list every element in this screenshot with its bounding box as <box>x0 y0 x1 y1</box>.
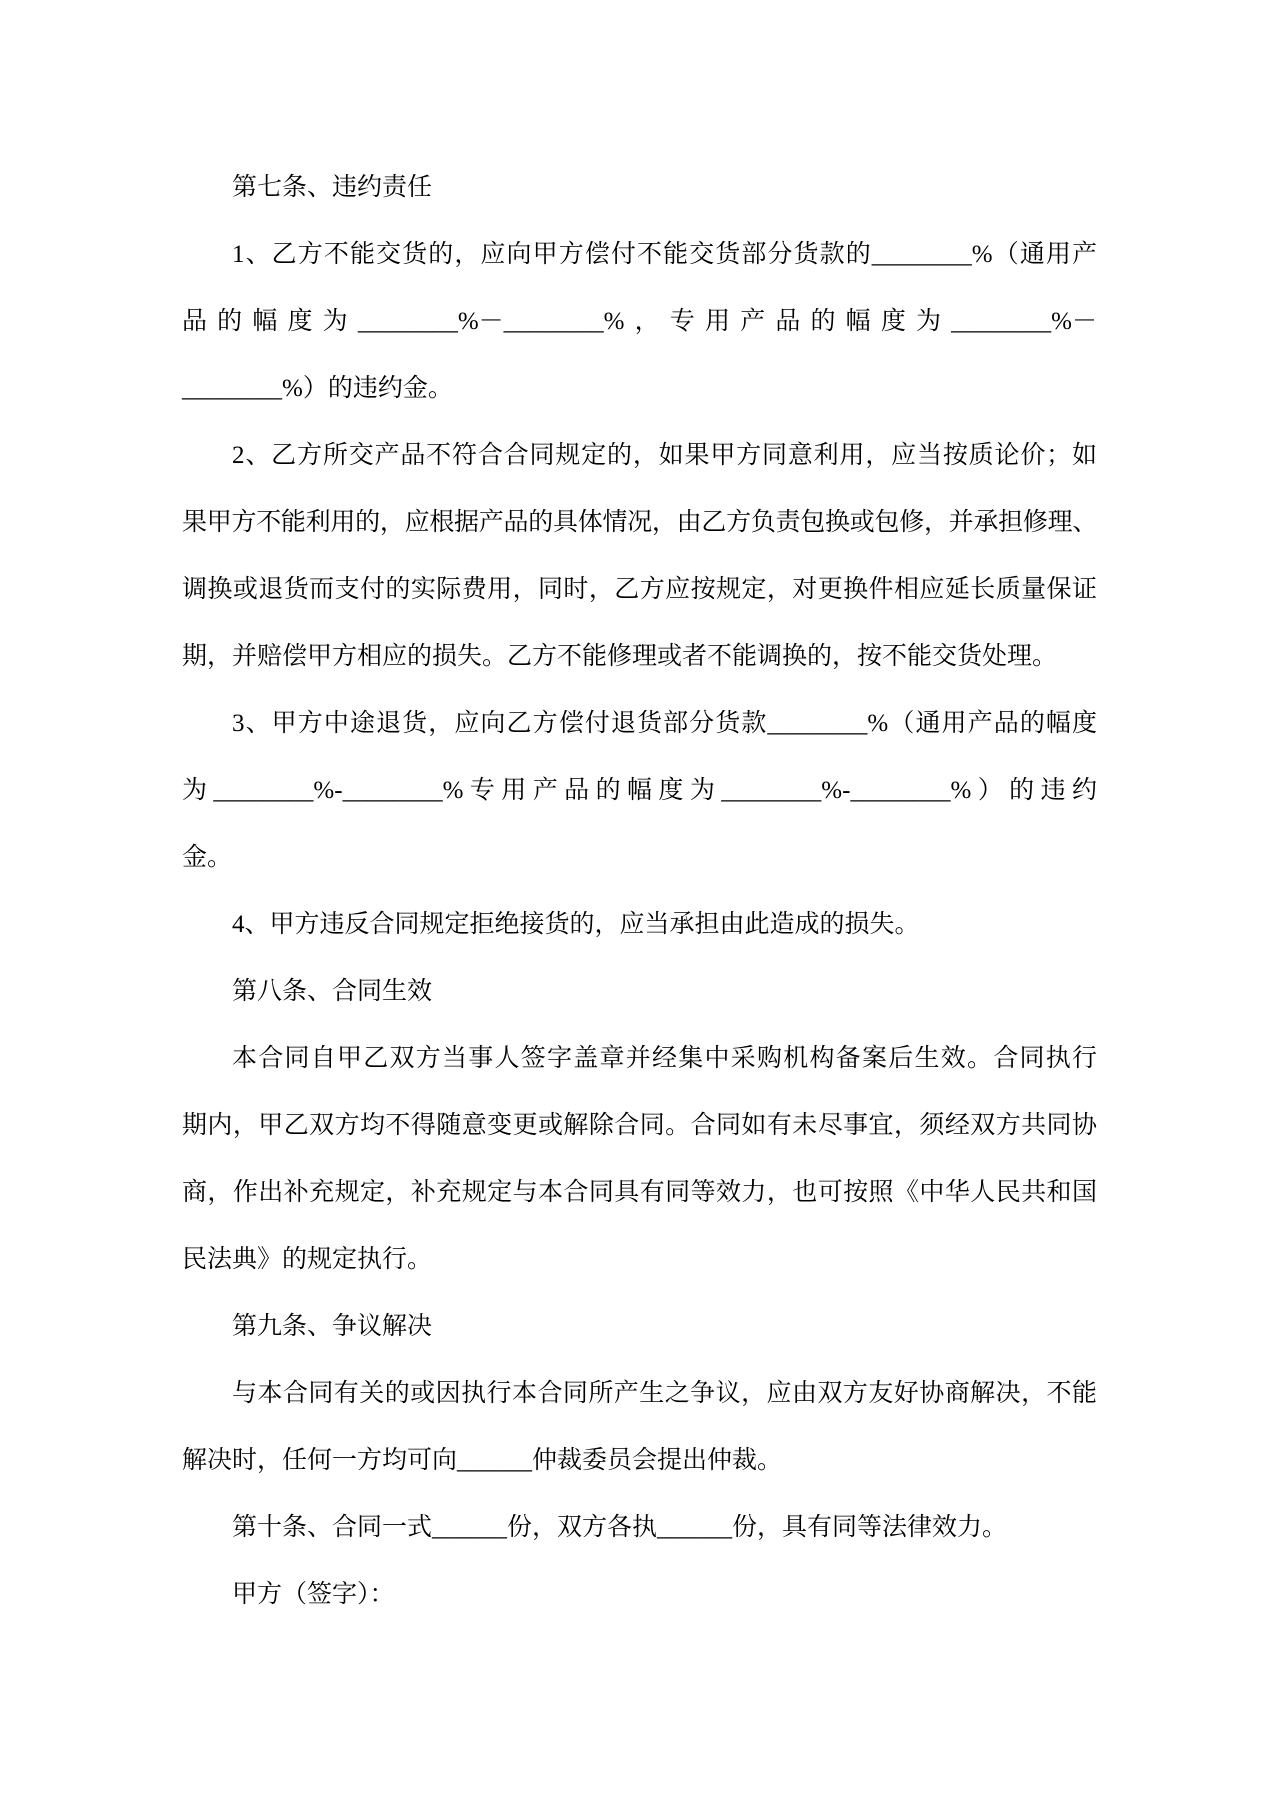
clause-2-line-2: 果甲方不能利用的，应根据产品的具体情况，由乙方负责包换或包修，并承担修理、 <box>182 509 1097 536</box>
clause-2-line-4: 期，并赔偿甲方相应的损失。乙方不能修理或者不能调换的，按不能交货处理。 <box>182 643 1058 670</box>
article-8-body-line-3: 商，作出补充规定，补充规定与本合同具有同等效力，也可按照《中华人民共和国 <box>182 1179 1097 1206</box>
article-7-heading: 第七条、违约责任 <box>232 174 433 201</box>
article-10-line: 第十条、合同一式______份，双方各执______份，具有同等法律效力。 <box>232 1514 1008 1541</box>
clause-1-line-1: 1、乙方不能交货的，应向甲方偿付不能交货部分货款的________%（通用产 <box>232 241 1097 268</box>
contract-document-page <box>182 0 1097 1628</box>
article-8-heading: 第八条、合同生效 <box>232 978 433 1005</box>
clause-3-line-2: 为________%-________%专用产品的幅度为________%-________%）的违约 <box>182 777 1097 804</box>
clause-2-line-3: 调换或退货而支付的实际费用，同时，乙方应按规定，对更换件相应延长质量保证 <box>182 576 1097 603</box>
article-9-body-line-2: 解决时，任何一方均可向______仲裁委员会提出仲裁。 <box>182 1447 783 1474</box>
article-9-body-line-1: 与本合同有关的或因执行本合同所产生之争议，应由双方友好协商解决，不能 <box>232 1380 1097 1407</box>
clause-4-line: 4、甲方违反合同规定拒绝接货的，应当承担由此造成的损失。 <box>232 911 920 938</box>
clause-1-line-2: 品的幅度为________%－________%，专用产品的幅度为________%－ <box>182 308 1097 335</box>
article-9-heading: 第九条、争议解决 <box>232 1313 433 1340</box>
clause-3-line-1: 3、甲方中途退货，应向乙方偿付退货部分货款________%（通用产品的幅度 <box>232 710 1097 737</box>
article-8-body-line-1: 本合同自甲乙双方当事人签字盖章并经集中采购机构备案后生效。合同执行 <box>232 1045 1097 1072</box>
clause-3-line-3: 金。 <box>182 844 233 871</box>
clause-2-line-1: 2、乙方所交产品不符合合同规定的，如果甲方同意利用，应当按质论价；如 <box>232 442 1097 469</box>
party-a-signature-label: 甲方（签字）： <box>232 1581 395 1608</box>
article-8-body-line-4: 民法典》的规定执行。 <box>182 1246 433 1273</box>
article-8-body-line-2: 期内，甲乙双方均不得随意变更或解除合同。合同如有未尽事宜，须经双方共同协 <box>182 1112 1097 1139</box>
clause-1-line-3: ________%）的违约金。 <box>182 375 453 402</box>
